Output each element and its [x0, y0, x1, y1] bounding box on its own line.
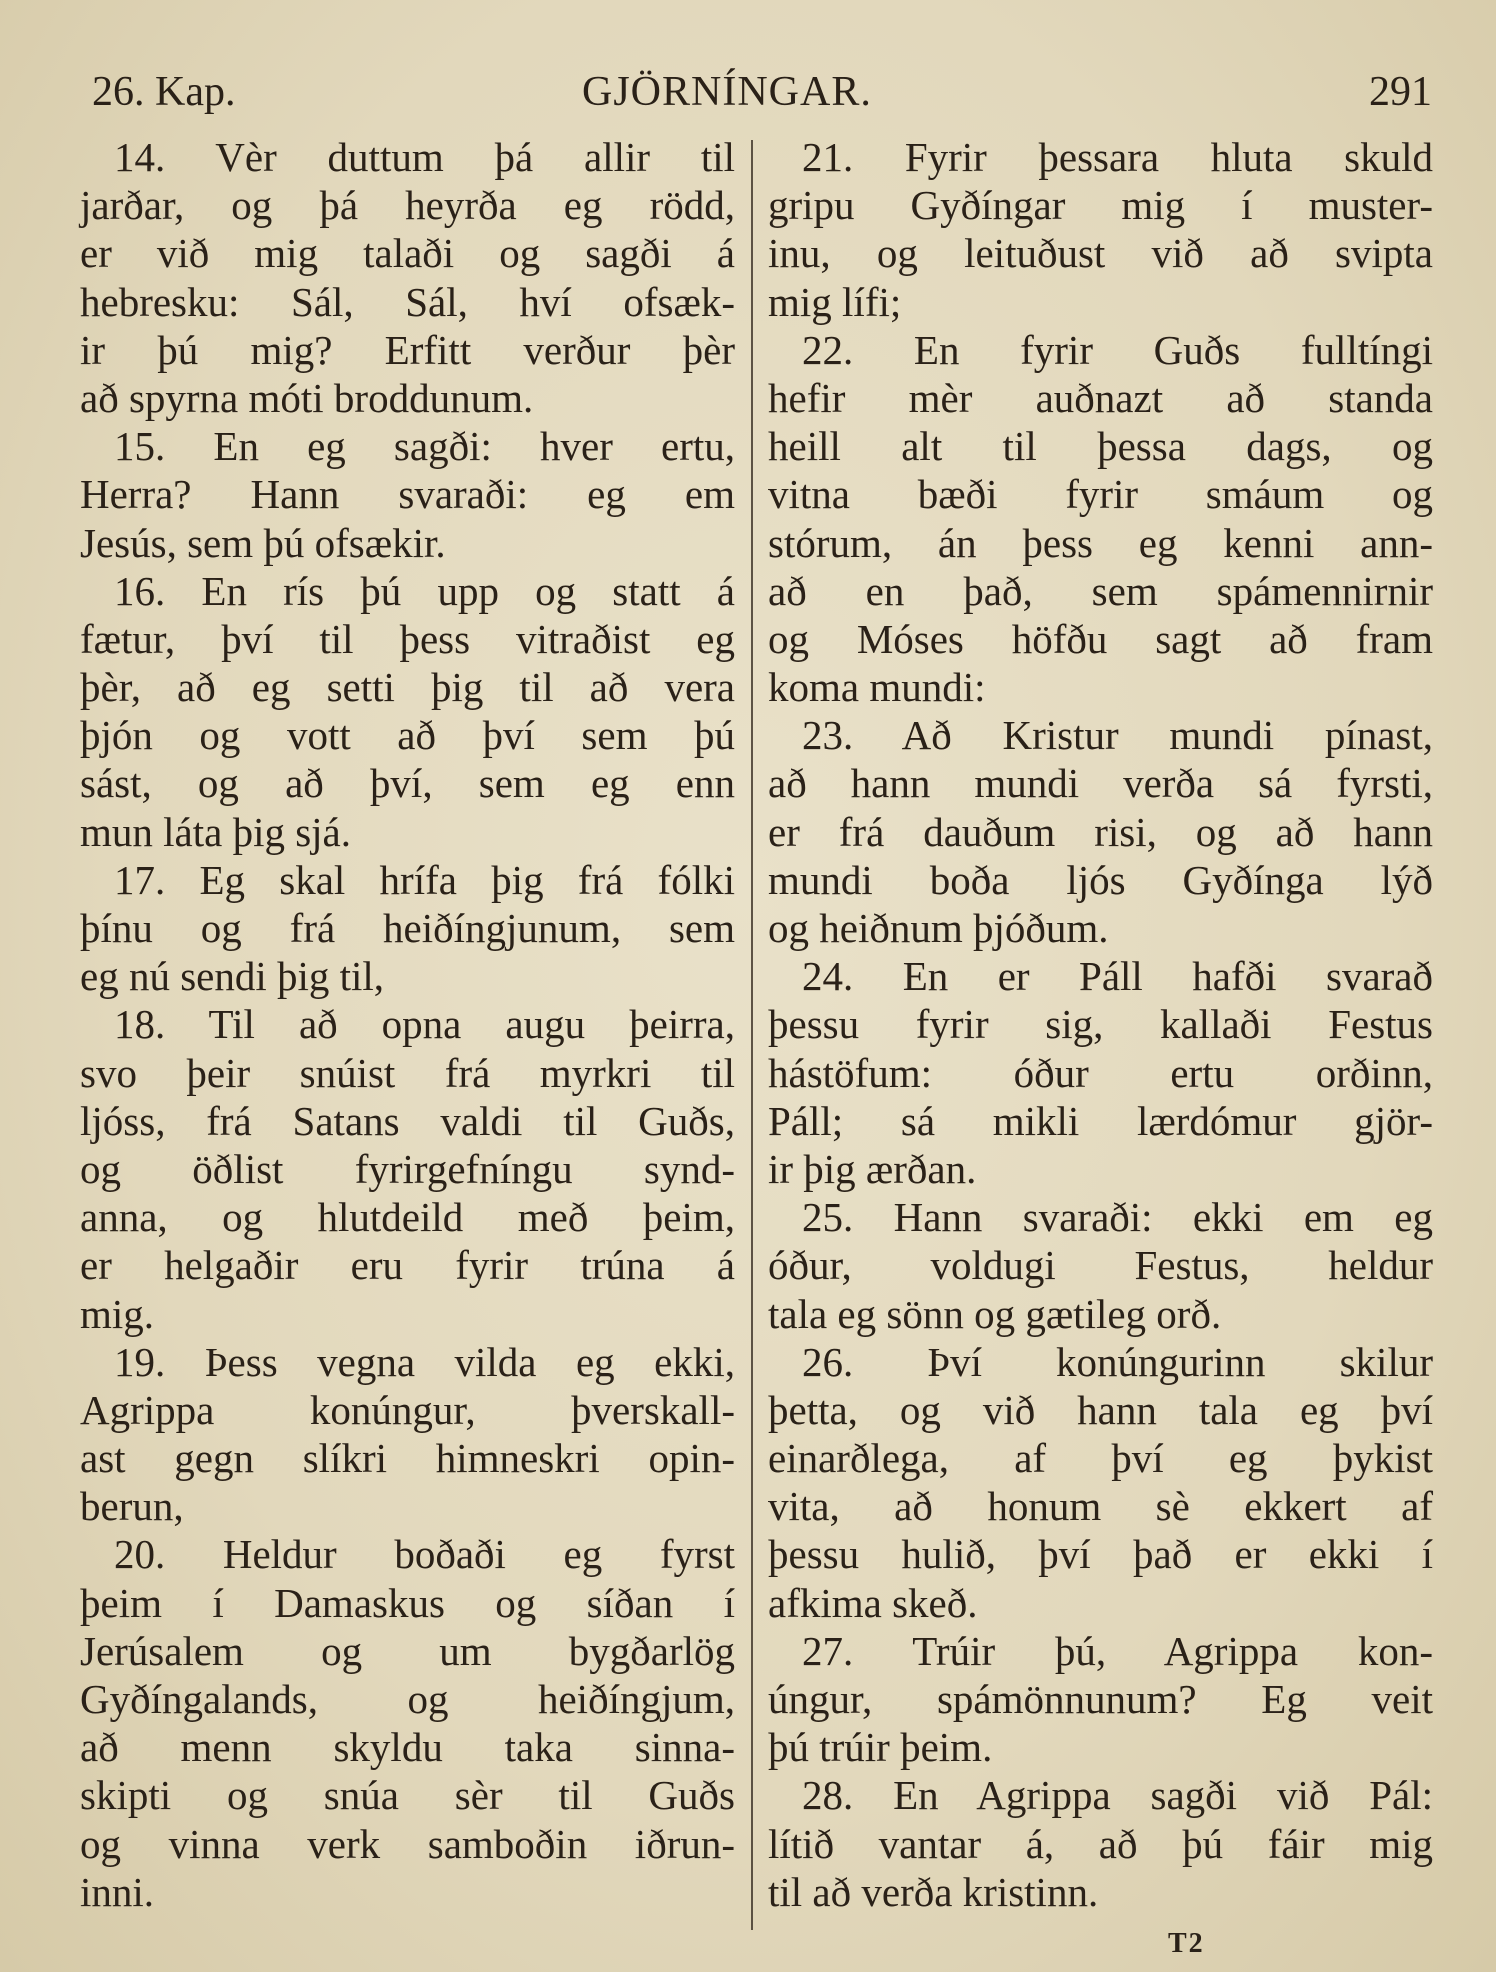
text-line: er frá dauðum risi, og að hann [768, 808, 1433, 855]
text-line: og Móses höfðu sagt að fram [768, 615, 1433, 662]
text-line: Jesús, sem þú ofsækir. [80, 519, 446, 566]
text-line: mig lífi; [768, 278, 902, 325]
text-line: Herra? Hann svaraði: eg em [80, 471, 735, 518]
page-number: 291 [1369, 69, 1432, 115]
running-head-title: GJÖRNÍNGAR. [582, 69, 872, 115]
text-line: að menn skyldu taka sinna- [80, 1724, 735, 1771]
text-line: 28. En Agrippa sagði við Pál: [802, 1772, 1433, 1819]
text-line: þú trúir þeim. [768, 1724, 993, 1771]
text-line: 14. Vèr duttum þá allir til [114, 134, 735, 180]
verse-paragraph [768, 1193, 1433, 1338]
text-line: 16. En rís þú upp og statt á [114, 567, 735, 614]
text-line: þínu og frá heiðíngjunum, sem [80, 905, 735, 951]
text-line: Jerúsalem og um bygðarlög [80, 1627, 735, 1674]
text-line: óður, voldugi Festus, heldur [768, 1242, 1433, 1289]
verse-paragraph [768, 1338, 1433, 1627]
verse-paragraph [768, 711, 1433, 952]
text-line: eg nú sendi þig til, [80, 953, 385, 1000]
text-line: þessu hulið, því það er ekki í [768, 1531, 1433, 1578]
text-line: 27. Trúir þú, Agrippa kon- [802, 1627, 1433, 1674]
text-line: ir þú mig? Erfitt verður þèr [80, 326, 735, 373]
text-column-left [80, 133, 735, 1916]
column-divider [751, 140, 753, 1930]
text-line: ast gegn slíkri himneskri opin- [80, 1435, 735, 1482]
text-column-right [768, 133, 1433, 1916]
text-line: til að verða kristinn. [768, 1868, 1099, 1915]
text-line: og vinna verk samboðin iðrun- [80, 1820, 735, 1867]
text-line: anna, og hlutdeild með þeim, [80, 1194, 735, 1241]
text-line: fætur, því til þess vitraðist eg [80, 615, 735, 662]
text-line: og öðlist fyrirgefníngu synd- [80, 1145, 735, 1192]
text-line: Agrippa konúngur, þverskall- [80, 1386, 735, 1433]
text-line: þèr, að eg setti þig til að vera [80, 664, 735, 711]
text-line: 18. Til að opna augu þeirra, [114, 1001, 735, 1048]
text-line: Páll; sá mikli lærdómur gjör- [768, 1097, 1433, 1144]
text-line: og heiðnum þjóðum. [768, 905, 1109, 951]
text-line: svo þeir snúist frá myrkri til [80, 1049, 735, 1096]
signature-mark: T2 [1168, 1928, 1205, 1959]
text-line: skipti og snúa sèr til Guðs [80, 1772, 735, 1819]
text-line: sást, og að því, sem eg enn [80, 760, 735, 807]
verse-paragraph [80, 856, 735, 1001]
running-head-chapter: 26. Kap. [92, 69, 236, 115]
text-line: þeim í Damaskus og síðan í [80, 1579, 735, 1626]
verse-paragraph [80, 1000, 735, 1337]
text-line: þjón og vott að því sem þú [80, 712, 735, 759]
verse-paragraph [80, 1338, 735, 1531]
text-line: mundi boða ljós Gyðínga lýð [768, 856, 1433, 903]
text-line: inni. [80, 1868, 155, 1915]
text-line: 23. Að Kristur mundi pínast, [802, 712, 1433, 759]
text-line: hástöfum: óður ertu orðinn, [768, 1049, 1433, 1096]
text-line: koma mundi: [768, 664, 986, 711]
verse-paragraph [80, 1530, 735, 1916]
text-line: ljóss, frá Satans valdi til Guðs, [80, 1097, 735, 1144]
verse-paragraph [80, 422, 735, 567]
text-line: mig. [80, 1290, 155, 1337]
verse-paragraph [768, 326, 1433, 712]
text-line: vitna bæði fyrir smáum og [768, 471, 1433, 518]
text-line: vita, að honum sè ekkert af [768, 1483, 1433, 1530]
text-line: 17. Eg skal hrífa þig frá fólki [114, 856, 735, 903]
text-line: þessu fyrir sig, kallaði Festus [768, 1001, 1433, 1048]
verse-paragraph [80, 133, 735, 422]
text-line: 26. Því konúngurinn skilur [802, 1338, 1433, 1385]
verse-paragraph [768, 1627, 1433, 1772]
text-line: ir þig ærðan. [768, 1145, 977, 1192]
text-line: úngur, spámönnunum? Eg veit [768, 1676, 1433, 1722]
text-line: er við mig talaði og sagði á [80, 230, 735, 277]
text-line: 15. En eg sagði: hver ertu, [114, 423, 735, 470]
text-line: Gyðíngalands, og heiðíngjum, [80, 1676, 735, 1722]
text-line: heill alt til þessa dags, og [768, 423, 1433, 470]
text-line: stórum, án þess eg kenni ann- [768, 519, 1433, 566]
text-line: að hann mundi verða sá fyrsti, [768, 760, 1433, 807]
text-line: inu, og leituðust við að svipta [768, 230, 1433, 277]
text-line: að spyrna móti broddunum. [80, 374, 534, 421]
text-line: berun, [80, 1483, 184, 1530]
text-line: er helgaðir eru fyrir trúna á [80, 1242, 735, 1289]
text-line: hebresku: Sál, Sál, hví ofsæk- [80, 278, 735, 325]
verse-paragraph [768, 1771, 1433, 1916]
text-line: tala eg sönn og gætileg orð. [768, 1290, 1222, 1337]
text-line: afkima skeð. [768, 1579, 978, 1626]
verse-paragraph [80, 567, 735, 856]
text-line: lítið vantar á, að þú fáir mig [768, 1820, 1433, 1867]
text-line: 24. En er Páll hafði svarað [802, 953, 1433, 1000]
verse-paragraph [768, 133, 1433, 326]
text-line: 22. En fyrir Guðs fulltíngi [802, 326, 1433, 373]
text-line: þetta, og við hann tala eg því [768, 1386, 1433, 1433]
text-line: hefir mèr auðnazt að standa [768, 374, 1433, 421]
text-line: 21. Fyrir þessara hluta skuld [802, 134, 1433, 180]
text-line: 25. Hann svaraði: ekki em eg [802, 1194, 1433, 1241]
text-line: að en það, sem spámennirnir [768, 567, 1433, 614]
text-line: 19. Þess vegna vilda eg ekki, [114, 1338, 735, 1385]
text-line: gripu Gyðíngar mig í muster- [768, 182, 1433, 229]
text-line: mun láta þig sjá. [80, 808, 352, 855]
text-line: 20. Heldur boðaði eg fyrst [114, 1531, 735, 1578]
text-line: jarðar, og þá heyrða eg rödd, [80, 182, 735, 229]
text-line: einarðlega, af því eg þykist [768, 1435, 1433, 1482]
verse-paragraph [768, 952, 1433, 1193]
